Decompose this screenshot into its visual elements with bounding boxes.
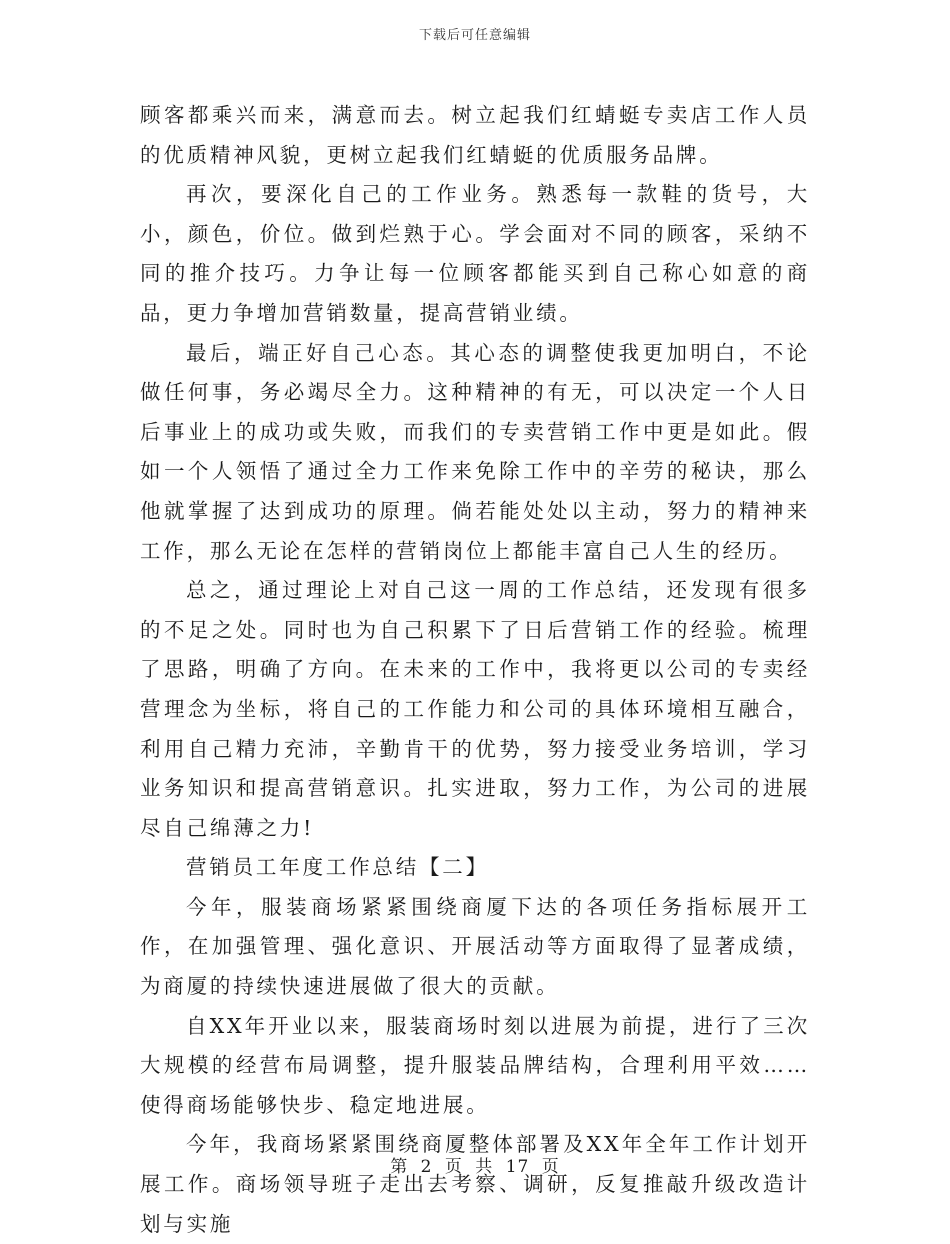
paragraph-3: 最后，端正好自己心态。其心态的调整使我更加明白，不论做任何事，务必竭尽全力。这种精神的有无，可以决定一个人日后事业上的成功或失败，而我们的专卖营销工作中更是如此。假如一个人领悟了通过全力工作来免除工作中的辛劳的秘诀，那么他就掌握了达到成功的原理。倘若能处处以主动，努力的精神来工作，那么无论在怎样的营销岗位上都能丰富自己人生的经历。 (140, 340, 810, 563)
page-header-note: 下载后可任意编辑 (418, 28, 531, 43)
page-number: 第 2 页 共 17 页 (390, 1157, 560, 1177)
paragraph-7: 今年，我商场紧紧围绕商厦整体部署及XX年全年工作计划开展工作。商场领导班子走出去考察、调研，反复推敲升级改造计划与实施 (140, 1132, 810, 1236)
paragraph-1: 顾客都乘兴而来，满意而去。树立起我们红蜻蜓专卖店工作人员的优质精神风貌，更树立起我们红蜻蜓的优质服务品牌。 (140, 103, 810, 167)
paragraph-2: 再次，要深化自己的工作业务。熟悉每一款鞋的货号，大小，颜色，价位。做到烂熟于心。学会面对不同的顾客，采纳不同的推介技巧。力争让每一位顾客都能买到自己称心如意的商品，更力争增加营销数量，提高营销业绩。 (140, 182, 810, 325)
document-body (140, 96, 810, 1244)
paragraph-4: 总之，通过理论上对自己这一周的工作总结，还发现有很多的不足之处。同时也为自己积累下了日后营销工作的经验。梳理了思路，明确了方向。在未来的工作中，我将更以公司的专卖经营理念为坐标，将自己的工作能力和公司的具体环境相互融合，利用自己精力充沛，辛勤肯干的优势，努力接受业务培训，学习业务知识和提高营销意识。扎实进取，努力工作，为公司的进展尽自己绵薄之力! (140, 578, 810, 840)
paragraph-6: 自XX年开业以来，服装商场时刻以进展为前提，进行了三次大规模的经营布局调整，提升服装品牌结构，合理利用平效……使得商场能够快步、稳定地进展。 (140, 1013, 810, 1117)
section-heading: 营销员工年度工作总结【二】 (186, 855, 489, 880)
paragraph-5: 今年，服装商场紧紧围绕商厦下达的各项任务指标展开工作，在加强管理、强化意识、开展活动等方面取得了显著成绩，为商厦的持续快速进展做了很大的贡献。 (140, 894, 810, 999)
